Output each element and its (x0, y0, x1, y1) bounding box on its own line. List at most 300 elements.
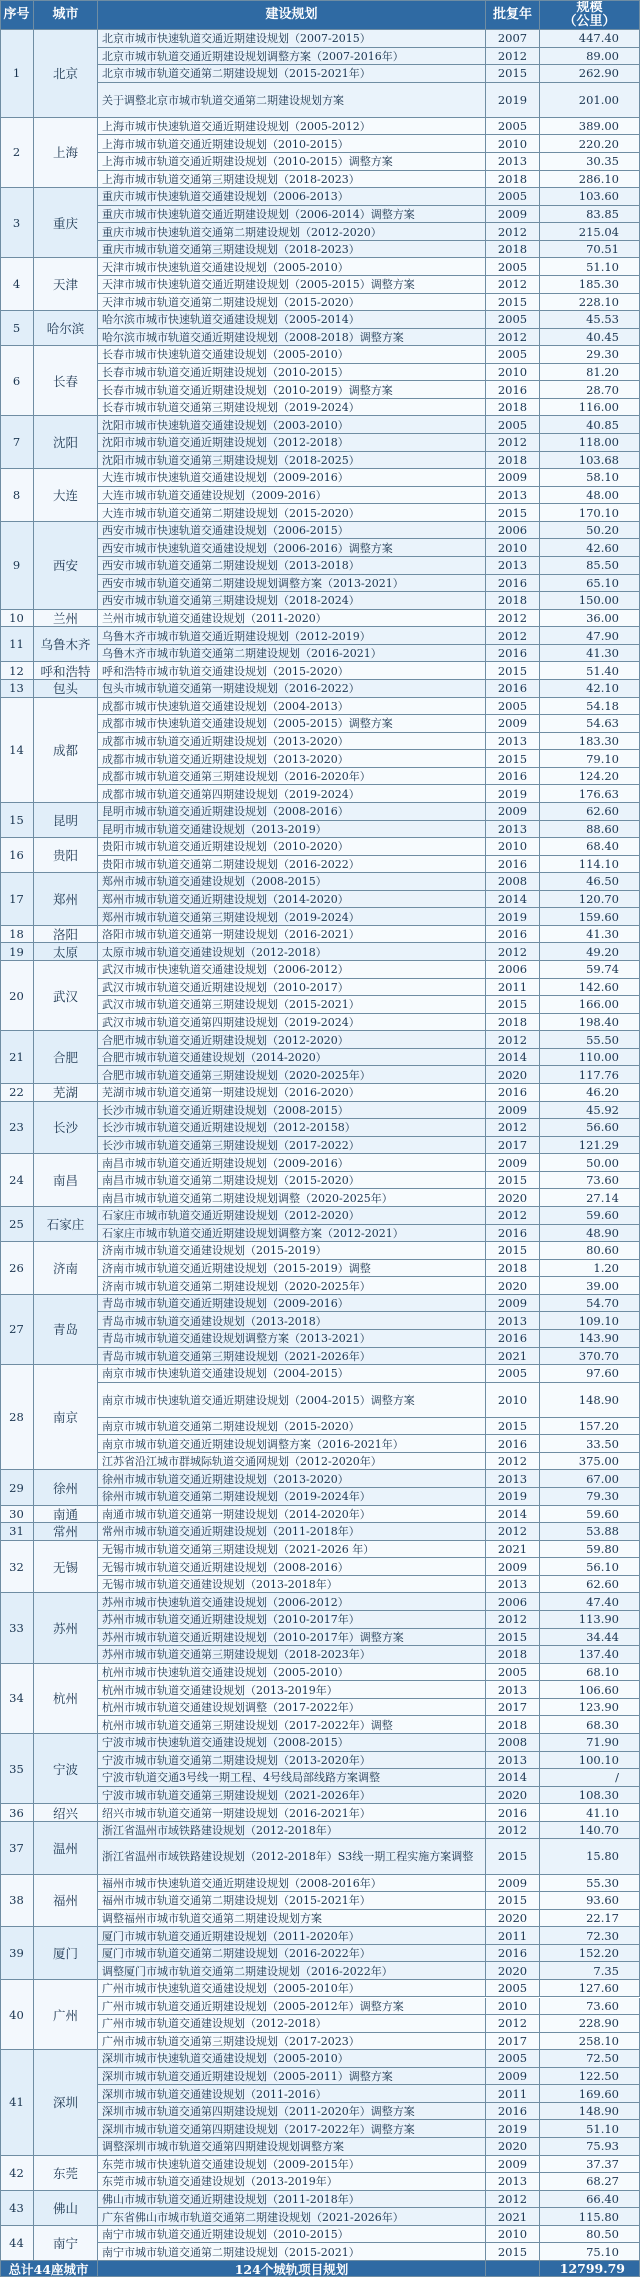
row-plan-cell: 乌鲁木齐市城市轨道交通第二期建设规划（2016-2021） (98, 645, 486, 663)
row-year-cell: 2016 (486, 2103, 540, 2121)
row-len-cell: 116.00 (540, 399, 640, 417)
group-seq-cell: 14 (0, 698, 34, 803)
row-len-cell: 183.30 (540, 733, 640, 751)
group-seq-cell: 9 (0, 522, 34, 610)
group-seq-cell: 6 (0, 346, 34, 416)
row-len-cell: 143.90 (540, 1330, 640, 1348)
row-plan-cell: 洛阳市城市轨道交通第一期建设规划（2016-2021） (98, 926, 486, 944)
row-year-cell: 2012 (486, 434, 540, 452)
row-plan-cell: 合肥市城市轨道交通建设规划（2014-2020） (98, 1049, 486, 1067)
row-plan-cell: 天津市城市快速轨道交通建设规划（2005-2010） (98, 258, 486, 276)
row-plan-cell: 大连市城市轨道交通第二期建设规划（2015-2020） (98, 504, 486, 522)
row-plan-cell: 无锡市城市轨道交通第三期建设规划（2021-2026 年） (98, 1541, 486, 1559)
row-plan-cell: 长春市城市快速轨道交通建设规划（2005-2010） (98, 346, 486, 364)
row-year-cell: 2018 (486, 1646, 540, 1664)
group-seq-cell: 7 (0, 416, 34, 469)
row-plan-cell: 昆明市城市轨道交通近期建设规划（2008-2016） (98, 803, 486, 821)
row-plan-cell: 成都市城市轨道交通第四期建设规划（2019-2024） (98, 785, 486, 803)
group-city-cell: 佛山 (34, 2191, 98, 2226)
row-len-cell: 85.50 (540, 557, 640, 575)
group-seq-cell: 43 (0, 2191, 34, 2226)
row-plan-cell: 成都市城市快速轨道交通建设规划（2005-2015）调整方案 (98, 715, 486, 733)
row-len-cell: 37.37 (540, 2156, 640, 2174)
row-plan-cell: 太原市城市轨道交通建设规划（2012-2018） (98, 943, 486, 961)
row-plan-cell: 广州市城市轨道交通近期建设规划（2005-2012年）调整方案 (98, 1998, 486, 2016)
row-year-cell: 2005 (486, 188, 540, 206)
row-plan-cell: 武汉市城市快速轨道交通建设规划（2006-2012） (98, 961, 486, 979)
group-city-cell: 长春 (34, 346, 98, 416)
row-year-cell: 2013 (486, 1470, 540, 1488)
row-len-cell: 40.45 (540, 329, 640, 347)
group-city-cell: 广州 (34, 1980, 98, 2050)
row-year-cell: 2015 (486, 1242, 540, 1260)
row-len-cell: 65.10 (540, 575, 640, 593)
row-plan-cell: 苏州市城市轨道交通近期建设规划（2010-2017年） (98, 1611, 486, 1629)
row-len-cell: 41.10 (540, 1804, 640, 1822)
group-city-cell: 石家庄 (34, 1207, 98, 1242)
row-plan-cell: 青岛市城市轨道交通建设规划调整方案（2013-2021） (98, 1330, 486, 1348)
row-year-cell: 2011 (486, 979, 540, 997)
row-year-cell: 2005 (486, 1365, 540, 1383)
row-len-cell: 140.70 (540, 1822, 640, 1840)
row-year-cell: 2011 (486, 2085, 540, 2103)
row-plan-cell: 浙江省温州市域铁路建设规划（2012-2018年） (98, 1822, 486, 1840)
group-seq-cell: 16 (0, 838, 34, 873)
row-plan-cell: 宁波市城市轨道交通第二期建设规划（2013-2020年） (98, 1752, 486, 1770)
row-len-cell: 106.60 (540, 1681, 640, 1699)
row-year-cell: 2005 (486, 311, 540, 329)
row-len-cell: 110.00 (540, 1049, 640, 1067)
row-plan-cell: 哈尔滨市城市快速轨道交通建设规划（2005-2014） (98, 311, 486, 329)
row-year-cell: 2020 (486, 2138, 540, 2156)
group-city-cell: 贵阳 (34, 838, 98, 873)
row-plan-cell: 北京市城市轨道交通第二期建设规划（2015-2021年） (98, 65, 486, 83)
row-plan-cell: 上海市城市轨道交通近期建设规划（2010-2015）调整方案 (98, 153, 486, 171)
row-len-cell: 258.10 (540, 2033, 640, 2051)
row-plan-cell: 厦门市城市轨道交通近期建设规划（2011-2020年） (98, 1927, 486, 1945)
row-len-cell: 123.90 (540, 1699, 640, 1717)
row-year-cell: 2006 (486, 1593, 540, 1611)
group-city-cell: 乌鲁木齐 (34, 627, 98, 662)
row-len-cell: 152.20 (540, 1945, 640, 1963)
row-plan-cell: 深圳市城市轨道交通建设规划（2011-2016） (98, 2085, 486, 2103)
row-plan-cell: 南京市城市快速轨道交通近期建设规划（2004-2015）调整方案 (98, 1383, 486, 1418)
row-year-cell: 2016 (486, 680, 540, 698)
row-len-cell: 50.00 (540, 1154, 640, 1172)
row-plan-cell: 包头市城市轨道交通第一期建设规划（2016-2022） (98, 680, 486, 698)
footer-total: 12799.79 (540, 2261, 640, 2277)
row-plan-cell: 天津市城市快速轨道交通近期建设规划（2005-2015）调整方案 (98, 276, 486, 294)
group-seq-cell: 33 (0, 1593, 34, 1663)
row-len-cell: 72.50 (540, 2050, 640, 2068)
row-year-cell: 2010 (486, 838, 540, 856)
row-len-cell: 51.10 (540, 2120, 640, 2138)
row-len-cell: 113.90 (540, 1611, 640, 1629)
row-plan-cell: 西安市城市快速轨道交通建设规划（2006-2016）调整方案 (98, 539, 486, 557)
row-plan-cell: 福州市城市轨道交通第二期建设规划（2015-2021年） (98, 1892, 486, 1910)
row-len-cell: 81.20 (540, 364, 640, 382)
row-year-cell: 2020 (486, 1962, 540, 1980)
row-plan-cell: 兰州市城市轨道交通建设规划（2011-2020） (98, 610, 486, 628)
row-year-cell: 2014 (486, 1506, 540, 1524)
row-len-cell: 59.60 (540, 1207, 640, 1225)
row-len-cell: 83.85 (540, 206, 640, 224)
row-plan-cell: 深圳市城市快速轨道交通建设规划（2005-2010） (98, 2050, 486, 2068)
row-plan-cell: 宁波市城市轨道交通第三期建设规划（2021-2026年） (98, 1787, 486, 1805)
row-len-cell: 40.85 (540, 416, 640, 434)
row-year-cell: 2007 (486, 30, 540, 48)
row-plan-cell: 成都市城市轨道交通近期建设规划（2013-2020） (98, 733, 486, 751)
row-len-cell: 42.60 (540, 539, 640, 557)
group-city-cell: 沈阳 (34, 416, 98, 469)
group-seq-cell: 25 (0, 1207, 34, 1242)
row-year-cell: 2006 (486, 522, 540, 540)
row-len-cell: 51.40 (540, 662, 640, 680)
group-city-cell: 苏州 (34, 1593, 98, 1663)
row-plan-cell: 广东省佛山市城市轨道交通第二期建设规划（2021-2026年） (98, 2208, 486, 2226)
row-len-cell: 375.00 (540, 1453, 640, 1471)
group-city-cell: 太原 (34, 943, 98, 961)
group-city-cell: 厦门 (34, 1927, 98, 1980)
group-seq-cell: 13 (0, 680, 34, 698)
row-len-cell: 220.20 (540, 135, 640, 153)
row-year-cell: 2021 (486, 1348, 540, 1366)
group-city-cell: 宁波 (34, 1734, 98, 1804)
group-city-cell: 兰州 (34, 610, 98, 628)
row-len-cell: 120.70 (540, 891, 640, 909)
row-len-cell: 59.80 (540, 1541, 640, 1559)
row-len-cell: 71.90 (540, 1734, 640, 1752)
row-year-cell: 2009 (486, 1875, 540, 1893)
row-plan-cell: 芜湖市城市轨道交通第一期建设规划（2016-2020） (98, 1084, 486, 1102)
group-city-cell: 北京 (34, 30, 98, 118)
group-seq-cell: 44 (0, 2226, 34, 2261)
row-year-cell: 2018 (486, 399, 540, 417)
row-len-cell: 150.00 (540, 592, 640, 610)
row-len-cell: 27.14 (540, 1189, 640, 1207)
row-plan-cell: 南昌市城市轨道交通近期建设规划（2009-2016） (98, 1154, 486, 1172)
row-len-cell: 1.20 (540, 1260, 640, 1278)
row-year-cell: 2020 (486, 1189, 540, 1207)
row-plan-cell: 大连市城市快速轨道交通建设规划（2009-2016） (98, 469, 486, 487)
row-year-cell: 2018 (486, 171, 540, 189)
group-city-cell: 呼和浩特 (34, 662, 98, 680)
row-len-cell: 121.29 (540, 1137, 640, 1155)
row-year-cell: 2015 (486, 1629, 540, 1647)
row-len-cell: 42.10 (540, 680, 640, 698)
row-len-cell: 41.30 (540, 926, 640, 944)
row-len-cell: 148.90 (540, 1383, 640, 1418)
row-year-cell: 2015 (486, 1839, 540, 1874)
row-year-cell: 2015 (486, 1418, 540, 1436)
group-city-cell: 温州 (34, 1822, 98, 1875)
row-plan-cell: 调整深圳市城市轨道交通第四期建设规划调整方案 (98, 2138, 486, 2156)
row-plan-cell: 广州市城市轨道交通建设规划（2012-2018） (98, 2015, 486, 2033)
group-seq-cell: 37 (0, 1822, 34, 1875)
row-plan-cell: 合肥市城市轨道交通第三期建设规划（2020-2025年） (98, 1066, 486, 1084)
row-year-cell: 2009 (486, 469, 540, 487)
row-len-cell: 53.88 (540, 1523, 640, 1541)
group-city-cell: 包头 (34, 680, 98, 698)
group-seq-cell: 30 (0, 1506, 34, 1524)
row-len-cell: 62.60 (540, 803, 640, 821)
row-year-cell: 2016 (486, 1804, 540, 1822)
row-len-cell: 89.00 (540, 48, 640, 66)
row-year-cell: 2012 (486, 943, 540, 961)
row-len-cell: 88.60 (540, 821, 640, 839)
group-seq-cell: 42 (0, 2156, 34, 2191)
row-len-cell: 30.35 (540, 153, 640, 171)
row-len-cell: 54.63 (540, 715, 640, 733)
row-year-cell: 2008 (486, 1734, 540, 1752)
row-year-cell: 2019 (486, 785, 540, 803)
row-plan-cell: 徐州市城市轨道交通近期建设规划（2013-2020） (98, 1470, 486, 1488)
group-seq-cell: 4 (0, 258, 34, 311)
row-year-cell: 2012 (486, 1822, 540, 1840)
row-year-cell: 2015 (486, 1892, 540, 1910)
row-year-cell: 2008 (486, 873, 540, 891)
row-plan-cell: 上海市城市轨道交通近期建设规划（2010-2015） (98, 135, 486, 153)
group-seq-cell: 10 (0, 610, 34, 628)
header-year: 批复年 (486, 0, 540, 30)
row-year-cell: 2009 (486, 206, 540, 224)
row-year-cell: 2014 (486, 891, 540, 909)
group-city-cell: 南京 (34, 1365, 98, 1470)
row-year-cell: 2010 (486, 135, 540, 153)
row-plan-cell: 成都市城市轨道交通第三期建设规划（2016-2020年） (98, 768, 486, 786)
row-year-cell: 2010 (486, 2226, 540, 2244)
row-len-cell: 166.00 (540, 996, 640, 1014)
row-plan-cell: 西安市城市轨道交通第二期建设规划（2013-2018） (98, 557, 486, 575)
row-len-cell: 56.60 (540, 1119, 640, 1137)
row-len-cell: 46.50 (540, 873, 640, 891)
row-len-cell: 67.00 (540, 1470, 640, 1488)
row-plan-cell: 苏州市城市轨道交通第三期建设规划（2018-2023年） (98, 1646, 486, 1664)
row-len-cell: 201.00 (540, 83, 640, 118)
row-plan-cell: 长沙市城市轨道交通第三期建设规划（2017-2022） (98, 1137, 486, 1155)
row-plan-cell: 徐州市城市轨道交通第二期建设规划（2019-2024年） (98, 1488, 486, 1506)
row-year-cell: 2021 (486, 1541, 540, 1559)
row-plan-cell: 重庆市城市快速轨道交通第二期建设规划（2012-2020） (98, 223, 486, 241)
row-plan-cell: 宁波市轨道交通3号线一期工程、4号线局部线路方案调整 (98, 1769, 486, 1787)
row-plan-cell: 贵阳市城市轨道交通近期建设规划（2010-2020） (98, 838, 486, 856)
row-year-cell: 2012 (486, 1119, 540, 1137)
row-year-cell: 2019 (486, 908, 540, 926)
row-year-cell: 2009 (486, 715, 540, 733)
row-year-cell: 2021 (486, 2208, 540, 2226)
row-plan-cell: 郑州市城市轨道交通近期建设规划（2014-2020） (98, 891, 486, 909)
row-plan-cell: 武汉市城市轨道交通第三期建设规划（2015-2021） (98, 996, 486, 1014)
row-len-cell: 228.90 (540, 2015, 640, 2033)
row-len-cell: 45.92 (540, 1102, 640, 1120)
row-year-cell: 2015 (486, 750, 540, 768)
row-len-cell: 370.70 (540, 1348, 640, 1366)
group-seq-cell: 41 (0, 2050, 34, 2155)
row-year-cell: 2020 (486, 1910, 540, 1928)
row-len-cell: 103.68 (540, 452, 640, 470)
row-year-cell: 2013 (486, 557, 540, 575)
row-year-cell: 2020 (486, 1787, 540, 1805)
row-plan-cell: 济南市城市轨道交通建设规划（2015-2019） (98, 1242, 486, 1260)
row-len-cell: 127.60 (540, 1980, 640, 1998)
row-year-cell: 2012 (486, 1031, 540, 1049)
row-plan-cell: 深圳市城市轨道交通第四期建设规划（2017-2022年）调整方案 (98, 2120, 486, 2138)
row-year-cell: 2013 (486, 153, 540, 171)
group-city-cell: 杭州 (34, 1664, 98, 1734)
row-year-cell: 2013 (486, 1752, 540, 1770)
row-year-cell: 2005 (486, 1664, 540, 1682)
row-len-cell: 80.60 (540, 1242, 640, 1260)
row-len-cell: 115.80 (540, 2208, 640, 2226)
row-year-cell: 2018 (486, 452, 540, 470)
row-year-cell: 2005 (486, 2050, 540, 2068)
header-seq: 序号 (0, 0, 34, 30)
group-seq-cell: 22 (0, 1084, 34, 1102)
row-year-cell: 2005 (486, 118, 540, 136)
row-year-cell: 2018 (486, 1260, 540, 1278)
group-city-cell: 西安 (34, 522, 98, 610)
row-len-cell: 103.60 (540, 188, 640, 206)
group-seq-cell: 3 (0, 188, 34, 258)
group-seq-cell: 1 (0, 30, 34, 118)
row-plan-cell: 长沙市城市轨道交通近期建设规划（2008-2015） (98, 1102, 486, 1120)
row-year-cell: 2015 (486, 662, 540, 680)
group-city-cell: 芜湖 (34, 1084, 98, 1102)
row-plan-cell: 无锡市城市轨道交通建设规划（2013-2018年） (98, 1576, 486, 1594)
group-city-cell: 无锡 (34, 1541, 98, 1594)
row-len-cell: 55.50 (540, 1031, 640, 1049)
row-year-cell: 2010 (486, 1383, 540, 1418)
row-len-cell: 157.20 (540, 1418, 640, 1436)
group-city-cell: 青岛 (34, 1295, 98, 1365)
row-year-cell: 2005 (486, 258, 540, 276)
group-seq-cell: 8 (0, 469, 34, 522)
row-len-cell: 68.10 (540, 1664, 640, 1682)
row-len-cell: 176.63 (540, 785, 640, 803)
row-len-cell: 198.40 (540, 1014, 640, 1032)
row-plan-cell: 南通市城市轨道交通第一期建设规划（2014-2020年） (98, 1506, 486, 1524)
group-city-cell: 长沙 (34, 1102, 98, 1155)
row-len-cell: 7.35 (540, 1962, 640, 1980)
row-plan-cell: 西安市城市轨道交通第二期建设规划调整方案（2013-2021） (98, 575, 486, 593)
row-len-cell: 48.00 (540, 487, 640, 505)
group-seq-cell: 27 (0, 1295, 34, 1365)
row-plan-cell: 青岛市城市轨道交通第三期建设规划（2021-2026年） (98, 1348, 486, 1366)
row-plan-cell: 贵阳市城市轨道交通第二期建设规划（2016-2022） (98, 856, 486, 874)
row-len-cell: 59.60 (540, 1506, 640, 1524)
row-len-cell: 49.20 (540, 943, 640, 961)
row-len-cell: 148.90 (540, 2103, 640, 2121)
group-city-cell: 武汉 (34, 961, 98, 1031)
row-year-cell: 2012 (486, 223, 540, 241)
row-year-cell: 2013 (486, 733, 540, 751)
row-year-cell: 2005 (486, 1980, 540, 1998)
row-plan-cell: 调整厦门市城市轨道交通第二期建设规划（2016-2022年） (98, 1962, 486, 1980)
row-len-cell: 55.30 (540, 1875, 640, 1893)
row-year-cell: 2016 (486, 381, 540, 399)
row-year-cell: 2012 (486, 1453, 540, 1471)
group-city-cell: 深圳 (34, 2050, 98, 2155)
row-year-cell: 2009 (486, 1558, 540, 1576)
row-year-cell: 2005 (486, 416, 540, 434)
row-year-cell: 2010 (486, 1998, 540, 2016)
group-seq-cell: 40 (0, 1980, 34, 2050)
row-year-cell: 2016 (486, 1084, 540, 1102)
group-seq-cell: 19 (0, 943, 34, 961)
row-plan-cell: 石家庄市城市轨道交通近期建设规划（2012-2020） (98, 1207, 486, 1225)
row-year-cell: 2016 (486, 1435, 540, 1453)
row-year-cell: 2018 (486, 241, 540, 259)
row-year-cell: 2018 (486, 1014, 540, 1032)
row-plan-cell: 沈阳市城市快速轨道交通建设规划（2003-2010） (98, 416, 486, 434)
group-city-cell: 天津 (34, 258, 98, 311)
header-scale-line1: 规模 (576, 0, 603, 15)
group-seq-cell: 21 (0, 1031, 34, 1084)
row-len-cell: 68.40 (540, 838, 640, 856)
row-plan-cell: 南京市城市快速轨道交通建设规划（2004-2015） (98, 1365, 486, 1383)
row-year-cell: 2014 (486, 1769, 540, 1787)
row-plan-cell: 长春市城市轨道交通近期建设规划（2010-2015） (98, 364, 486, 382)
row-plan-cell: 沈阳市城市轨道交通第三期建设规划（2018-2025） (98, 452, 486, 470)
row-len-cell: 50.20 (540, 522, 640, 540)
row-len-cell: 54.70 (540, 1295, 640, 1313)
row-len-cell: 22.17 (540, 1910, 640, 1928)
row-plan-cell: 青岛市城市轨道交通建设规划（2013-2018） (98, 1312, 486, 1330)
row-len-cell: 215.04 (540, 223, 640, 241)
header-plan: 建设规划 (98, 0, 486, 30)
row-plan-cell: 调整福州市城市轨道交通第二期建设规划方案 (98, 1910, 486, 1928)
row-year-cell: 2016 (486, 1945, 540, 1963)
row-year-cell: 2013 (486, 1576, 540, 1594)
row-year-cell: 2009 (486, 2156, 540, 2174)
row-len-cell: / (540, 1769, 640, 1787)
row-year-cell: 2020 (486, 1066, 540, 1084)
group-city-cell: 徐州 (34, 1470, 98, 1505)
row-len-cell: 100.10 (540, 1752, 640, 1770)
row-len-cell: 72.30 (540, 1927, 640, 1945)
row-len-cell: 15.80 (540, 1839, 640, 1874)
group-seq-cell: 2 (0, 118, 34, 188)
group-seq-cell: 32 (0, 1541, 34, 1594)
row-year-cell: 2011 (486, 1927, 540, 1945)
row-len-cell: 39.00 (540, 1277, 640, 1295)
footer-label: 总计44座城市 (0, 2261, 98, 2277)
row-plan-cell: 天津市城市轨道交通第二期建设规划（2015-2020） (98, 294, 486, 312)
row-year-cell: 2009 (486, 1154, 540, 1172)
row-len-cell: 447.40 (540, 30, 640, 48)
row-len-cell: 185.30 (540, 276, 640, 294)
footer-year-blank (486, 2261, 540, 2277)
row-year-cell: 2015 (486, 996, 540, 1014)
row-year-cell: 2016 (486, 856, 540, 874)
row-plan-cell: 绍兴市城市轨道交通第一期建设规划（2016-2021年） (98, 1804, 486, 1822)
row-plan-cell: 长春市城市轨道交通近期建设规划（2010-2019）调整方案 (98, 381, 486, 399)
row-plan-cell: 西安市城市快速轨道交通建设规划（2006-2015） (98, 522, 486, 540)
group-city-cell: 洛阳 (34, 926, 98, 944)
group-city-cell: 东莞 (34, 2156, 98, 2191)
row-year-cell: 2013 (486, 1681, 540, 1699)
group-seq-cell: 24 (0, 1154, 34, 1207)
group-seq-cell: 36 (0, 1804, 34, 1822)
row-plan-cell: 苏州市城市轨道交通近期建设规划（2010-2017年）调整方案 (98, 1629, 486, 1647)
row-len-cell: 59.74 (540, 961, 640, 979)
row-plan-cell: 武汉市城市轨道交通近期建设规划（2010-2017） (98, 979, 486, 997)
row-len-cell: 79.10 (540, 750, 640, 768)
row-len-cell: 79.30 (540, 1488, 640, 1506)
group-seq-cell: 39 (0, 1927, 34, 1980)
row-plan-cell: 杭州市城市轨道交通第三期建设规划（2017-2022年）调整 (98, 1716, 486, 1734)
row-plan-cell: 南京市城市轨道交通近期建设规划调整方案（2016-2021年） (98, 1435, 486, 1453)
